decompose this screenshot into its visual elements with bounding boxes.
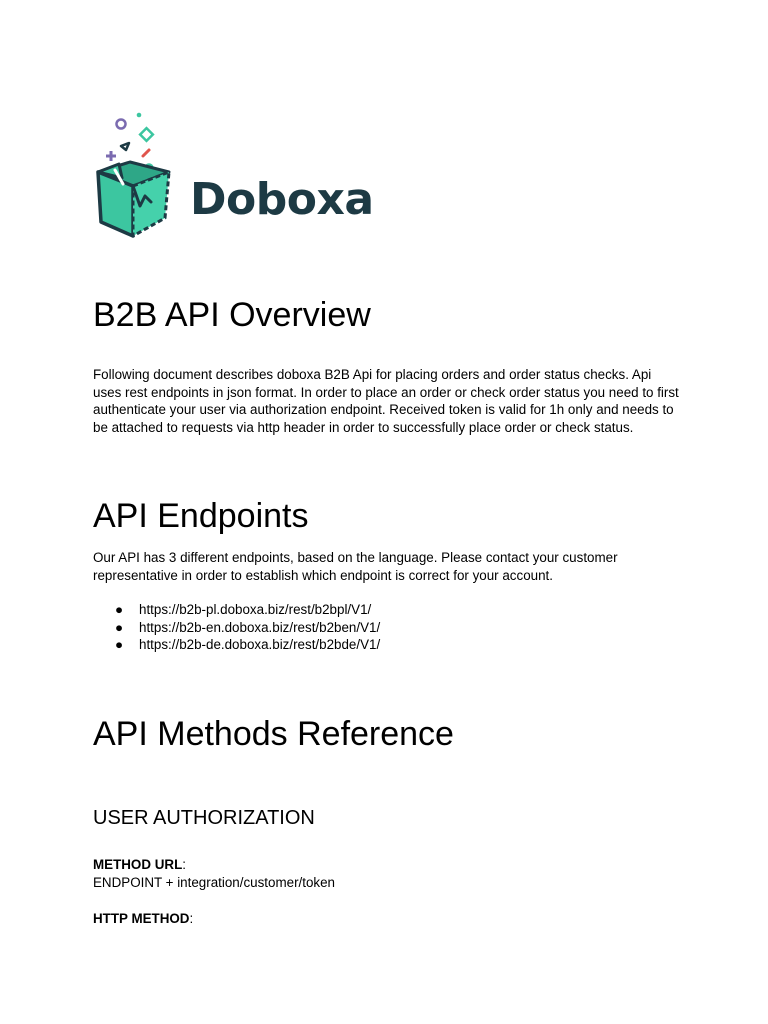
overview-paragraph: Following document describes doboxa B2B Api for placing orders and order status checks. Api uses rest endpoints in json format. In order to place an order or check order status you need to first authenticate your user via authorization endpoint. Received token is valid for 1h only and needs to be attached to requests via http header in order to successfully place order or check status.: [93, 367, 679, 435]
method-url-label: METHOD URL: [93, 857, 183, 872]
method-url-label-line: [93, 856, 186, 874]
logo-wordmark: Doboxa: [190, 174, 374, 225]
user-authorization-heading: USER AUTHORIZATION: [93, 807, 315, 829]
bullet-icon: ●: [115, 619, 124, 635]
endpoint-list: [93, 601, 380, 654]
http-method-label: HTTP METHOD: [93, 911, 190, 926]
bullet-icon: ●: [115, 602, 124, 617]
doboxa-logo: [93, 110, 383, 245]
endpoints-paragraph: Our API has 3 different endpoints, based on the language. Please contact your customer representative in order to establish which endpoint is correct for your account.: [93, 550, 618, 583]
bullet-icon: ●: [115, 637, 124, 653]
colon: :: [182, 857, 186, 872]
http-method-label-line: [93, 910, 193, 928]
list-item: [93, 636, 380, 654]
method-url-value: ENDPOINT + integration/customer/token: [93, 875, 336, 890]
endpoint-url-pl: https://b2b-pl.doboxa.biz/rest/b2bpl/V1/: [139, 602, 372, 617]
colon: :: [189, 911, 194, 926]
list-item: [93, 619, 380, 637]
list-item: [93, 601, 380, 619]
box-logo-icon: [93, 110, 183, 245]
overview-heading: B2B API Overview: [93, 296, 371, 334]
endpoint-url-de: https://b2b-de.doboxa.biz/rest/b2bde/V1/: [139, 637, 381, 653]
endpoints-heading: API Endpoints: [93, 497, 309, 535]
methods-heading: API Methods Reference: [93, 715, 454, 753]
endpoint-url-en: https://b2b-en.doboxa.biz/rest/b2ben/V1/: [139, 619, 381, 635]
